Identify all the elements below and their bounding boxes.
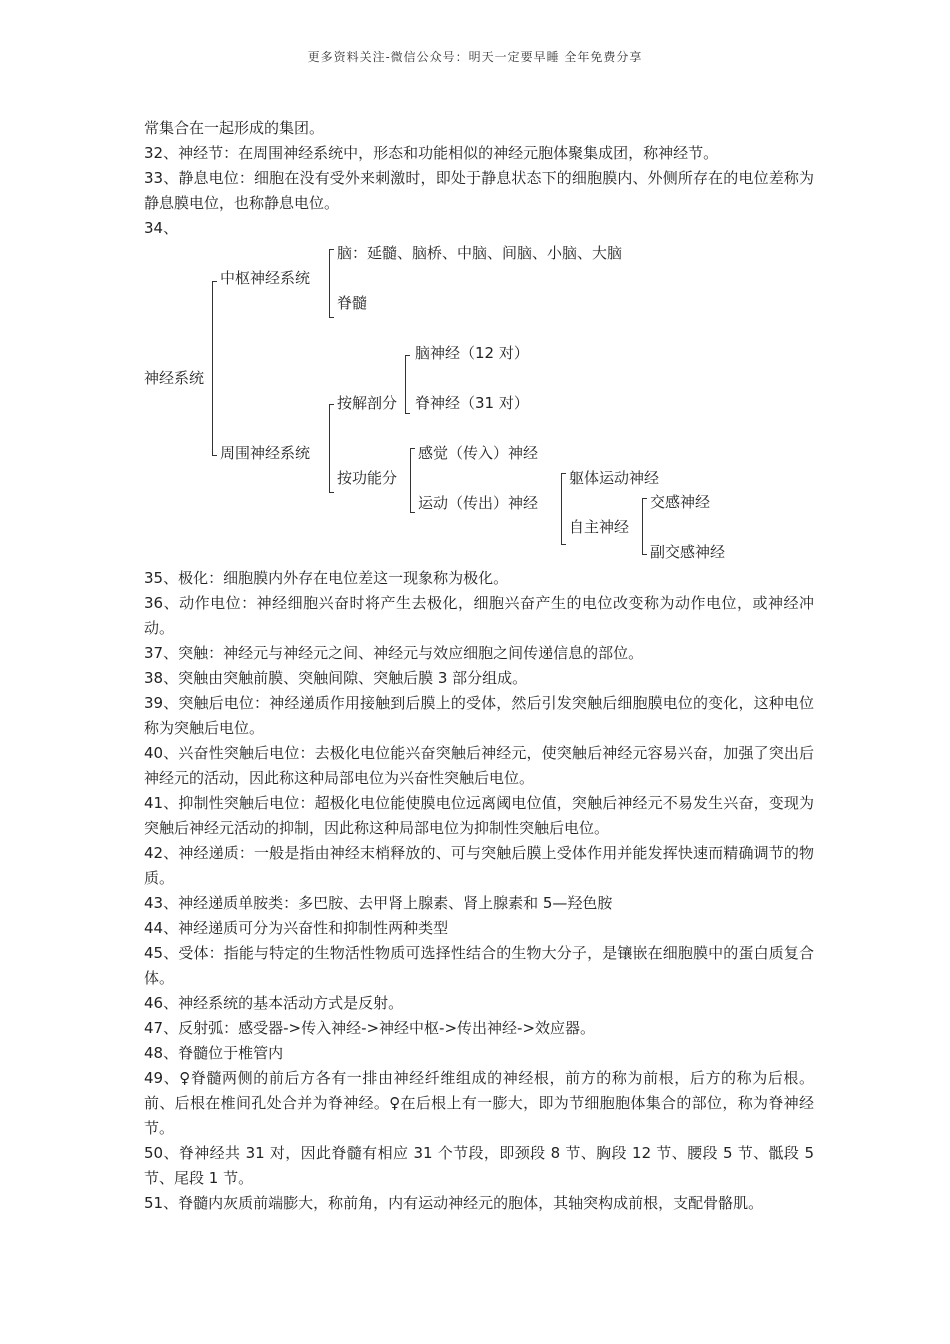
nervous-system-tree <box>0 0 950 560</box>
brace-peripheral <box>329 404 334 493</box>
brace-function <box>410 448 415 513</box>
item-43: 43、神经递质单胺类：多巴胺、去甲肾上腺素、肾上腺素和 5—羟色胺 <box>144 894 613 912</box>
item-34: 34、 <box>144 219 179 237</box>
text-line: 常集合在一起形成的集团。 <box>144 119 325 137</box>
item-45: 45、受体：指能与特定的生物活性物质可选择性结合的生物大分子，是镶嵌在细胞膜中的蛋白质复合体。 <box>144 944 814 987</box>
item-44: 44、神经递质可分为兴奋性和抑制性两种类型 <box>144 919 449 937</box>
tree-sensory: 感觉（传入）神经 <box>418 444 539 462</box>
tree-spinal-cord: 脊髓 <box>337 294 368 312</box>
tree-parasympathetic: 副交感神经 <box>650 543 726 561</box>
item-35: 35、极化：细胞膜内外存在电位差这一现象称为极化。 <box>144 569 509 587</box>
item-33: 33、静息电位：细胞在没有受外来刺激时，即处于静息状态下的细胞膜内、外侧所存在的电位差称为静息膜电位，也称静息电位。 <box>144 169 814 212</box>
tree-cranial-nerve: 脑神经（12 对） <box>415 344 529 362</box>
tree-root: 神经系统 <box>144 369 205 387</box>
tree-central: 中枢神经系统 <box>220 269 311 287</box>
brace-autonomic <box>642 498 647 555</box>
brace-central <box>329 249 334 318</box>
item-40: 40、兴奋性突触后电位：去极化电位能兴奋突触后神经元，使突触后神经元容易兴奋，加强了突出后神经元的活动，因此称这种局部电位为兴奋性突触后电位。 <box>144 744 814 787</box>
item-50: 50、脊神经共 31 对，因此脊髓有相应 31 个节段，即颈段 8 节、胸段 12 节、腰段 5 节、骶段 5 节、尾段 1 节。 <box>144 1144 814 1187</box>
tree-sympathetic: 交感神经 <box>650 493 711 511</box>
brace-motor <box>561 473 566 545</box>
tree-peripheral: 周围神经系统 <box>220 444 311 462</box>
item-37: 37、突触：神经元与神经元之间、神经元与效应细胞之间传递信息的部位。 <box>144 644 644 662</box>
brace-anatomy <box>405 355 410 414</box>
tree-autonomic: 自主神经 <box>569 518 630 536</box>
tree-by-anatomy: 按解剖分 <box>337 394 398 412</box>
item-49: 49、♀脊髓两侧的前后方各有一排由神经纤维组成的神经根，前方的称为前根，后方的称为后根。前、后根在椎间孔处合并为脊神经。♀在后根上有一膨大，即为节细胞胞体集合的部位，称为脊神经节。 <box>144 1069 814 1137</box>
item-32: 32、神经节：在周围神经系统中，形态和功能相似的神经元胞体聚集成团，称神经节。 <box>144 144 719 162</box>
item-36: 36、动作电位：神经细胞兴奋时将产生去极化，细胞兴奋产生的电位改变称为动作电位，或神经冲动。 <box>144 594 814 637</box>
item-51: 51、脊髓内灰质前端膨大，称前角，内有运动神经元的胞体，其轴突构成前根，支配骨骼肌。 <box>144 1194 764 1212</box>
item-41: 41、抑制性突触后电位：超极化电位能使膜电位远离阈电位值，突触后神经元不易发生兴奋，变现为突触后神经元活动的抑制，因此称这种局部电位为抑制性突触后电位。 <box>144 794 814 837</box>
item-38: 38、突触由突触前膜、突触间隙、突触后膜 3 部分组成。 <box>144 669 528 687</box>
item-46: 46、神经系统的基本活动方式是反射。 <box>144 994 404 1012</box>
tree-spinal-nerve: 脊神经（31 对） <box>415 394 529 412</box>
brace-root <box>212 281 217 456</box>
item-47: 47、反射弧：感受器->传入神经->神经中枢->传出神经->效应器。 <box>144 1019 596 1037</box>
item-39: 39、突触后电位：神经递质作用接触到后膜上的受体，然后引发突触后细胞膜电位的变化，这种电位称为突触后电位。 <box>144 694 814 737</box>
item-48: 48、脊髓位于椎管内 <box>144 1044 284 1062</box>
tree-somatic: 躯体运动神经 <box>569 469 660 487</box>
tree-brain: 脑：延髓、脑桥、中脑、间脑、小脑、大脑 <box>337 244 623 262</box>
tree-motor: 运动（传出）神经 <box>418 494 539 512</box>
tree-by-function: 按功能分 <box>337 469 398 487</box>
page-header: 更多资料关注-微信公众号：明天一定要早睡 全年免费分享 <box>307 50 643 64</box>
item-42: 42、神经递质：一般是指由神经末梢释放的、可与突触后膜上受体作用并能发挥快速而精确调节的物质。 <box>144 844 814 887</box>
